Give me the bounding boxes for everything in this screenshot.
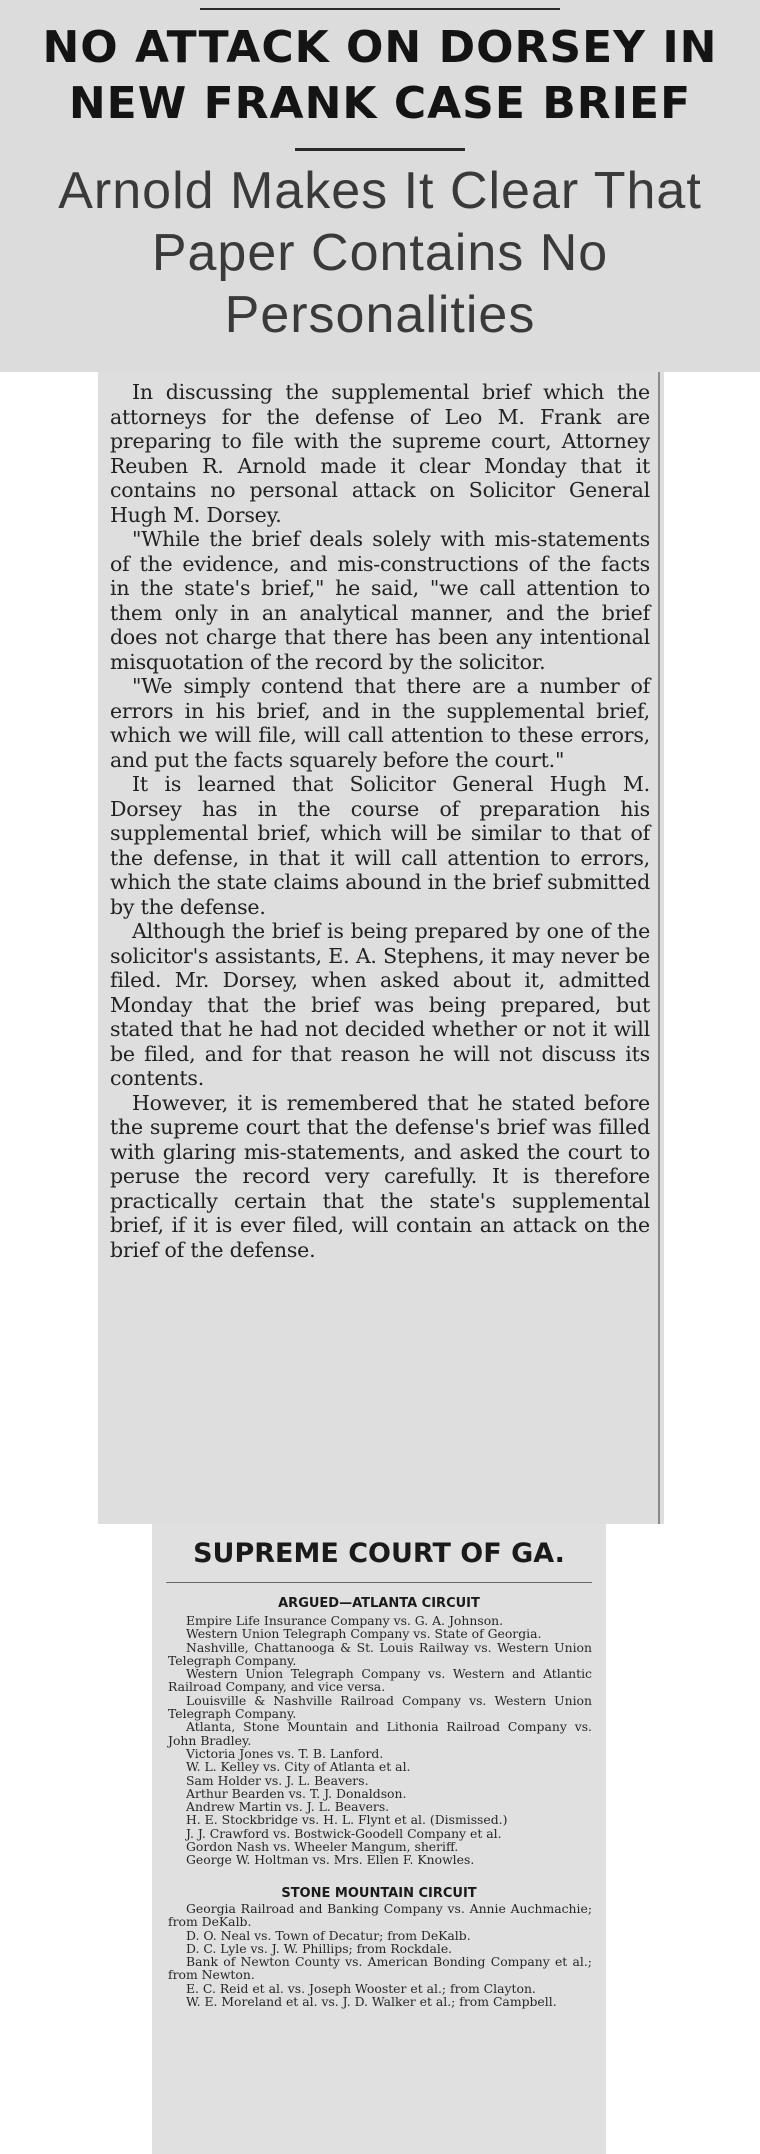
case-item: H. E. Stockbridge vs. H. L. Flynt et al. (Dismissed.): [186, 1812, 508, 1828]
circuit-heading-atlanta: ARGUED—ATLANTA CIRCUIT: [278, 1596, 480, 1611]
court-clipping: [152, 1524, 606, 2154]
article-clipping: [98, 372, 664, 1524]
case-list-stone-mountain: [168, 1902, 592, 2008]
case-item: D. C. Lyle vs. J. W. Phillips; from Rockdale.: [186, 1940, 453, 1956]
article-paragraph-1: In discussing the supplemental brief which the attorneys for the defense of Leo M. Frank are preparing to file with the supreme court, Attorney Reuben R. Arnold made it clear Monday that it contains no personal attack on Solicitor General Hugh M. Dorsey.: [110, 380, 650, 527]
case-item: J. J. Crawford vs. Bostwick-Goodell Company et al.: [186, 1825, 502, 1841]
case-item: Western Union Telegraph Company vs. State of Georgia.: [186, 1626, 542, 1642]
deck-line-2: Paper Contains No: [151, 224, 609, 282]
headline-line-1: NO ATTACK ON DORSEY IN: [42, 22, 718, 73]
case-item: Western Union Telegraph Company vs. Western and Atlantic Railroad Company, and vice versa.: [168, 1666, 592, 1695]
case-item: W. E. Moreland et al. vs. J. D. Walker et al.; from Campbell.: [186, 1994, 557, 2010]
case-item: D. O. Neal vs. Town of Decatur; from DeKalb.: [186, 1927, 471, 1943]
case-item: E. C. Reid et al. vs. Joseph Wooster et al.; from Clayton.: [186, 1980, 536, 1996]
column-rule: [658, 372, 660, 1524]
case-item: Louisville & Nashville Railroad Company vs. Western Union Telegraph Company.: [168, 1692, 592, 1722]
case-item: Bank of Newton County vs. American Bonding Company et al.; from Newton.: [168, 1954, 592, 1983]
article-paragraph-5: Although the brief is being prepared by one of the solicitor's assistants, E. A. Stephens, it may never be filed. Mr. Dorsey, when asked about it, admitted Monday that the brief was being prepared, but stated that he had not decided whether or not it will be filed, and for that reason he will not discuss its contents.: [110, 919, 650, 1090]
article-paragraph-2: "While the brief deals solely with mis-statements of the evidence, and mis-constructions of the facts in the state's brief," he said, "we call attention to them only in an analytical manner, and the brief does not charge that there has been any intentional misquotation of the record by the solicitor.: [110, 527, 650, 674]
case-item: Victoria Jones vs. T. B. Lanford.: [186, 1745, 384, 1761]
case-item: Andrew Martin vs. J. L. Beavers.: [186, 1799, 390, 1815]
headline-clipping: [0, 0, 760, 372]
article-paragraph-3: "We simply contend that there are a number of errors in his brief, and in the supplemental brief, which we will file, will call attention to these errors, and put the facts squarely before the court.": [110, 674, 650, 772]
case-item: Nashville, Chattanooga & St. Louis Railway vs. Western Union Telegraph Company.: [168, 1639, 592, 1668]
case-item: George W. Holtman vs. Mrs. Ellen F. Knowles.: [186, 1852, 475, 1868]
top-rule: [200, 8, 560, 10]
case-item: Atlanta, Stone Mountain and Lithonia Railroad Company vs. John Bradley.: [168, 1719, 592, 1748]
article-body: [110, 380, 650, 1262]
article-paragraph-4: It is learned that Solicitor General Hugh M. Dorsey has in the course of preparation his supplemental brief, which will be similar to that of the defense, in that it will call attention to errors, which the state claims abound in the brief submitted by the defense.: [110, 772, 650, 919]
deck-line-3: Personalities: [224, 286, 536, 344]
case-item: Empire Life Insurance Company vs. G. A. Johnson.: [186, 1613, 504, 1628]
case-item: Gordon Nash vs. Wheeler Mangum, sheriff.: [186, 1839, 459, 1855]
court-title: SUPREME COURT OF GA.: [193, 1538, 565, 1569]
case-item: Sam Holder vs. J. L. Beavers.: [186, 1772, 369, 1788]
case-item: Arthur Bearden vs. T. J. Donaldson.: [186, 1785, 407, 1801]
case-list-atlanta: [168, 1614, 592, 1867]
circuit-heading-stone-mountain: STONE MOUNTAIN CIRCUIT: [281, 1886, 477, 1901]
article-paragraph-6: However, it is remembered that he stated before the supreme court that the defense's brief was filled with glaring mis-statements, and asked the court to peruse the record very carefully. It is therefore practically certain that the state's supplemental brief, if it is ever filed, will contain an attack on the brief of the defense.: [110, 1090, 650, 1262]
court-rule: [166, 1582, 592, 1583]
deck-line-1: Arnold Makes It Clear That: [58, 162, 702, 220]
headline-line-2: NEW FRANK CASE BRIEF: [68, 78, 692, 129]
case-item: Georgia Railroad and Banking Company vs. Annie Auchmachie; from DeKalb.: [168, 1901, 592, 1930]
case-item: W. L. Kelley vs. City of Atlanta et al.: [186, 1759, 411, 1775]
headline-divider: [295, 148, 465, 151]
